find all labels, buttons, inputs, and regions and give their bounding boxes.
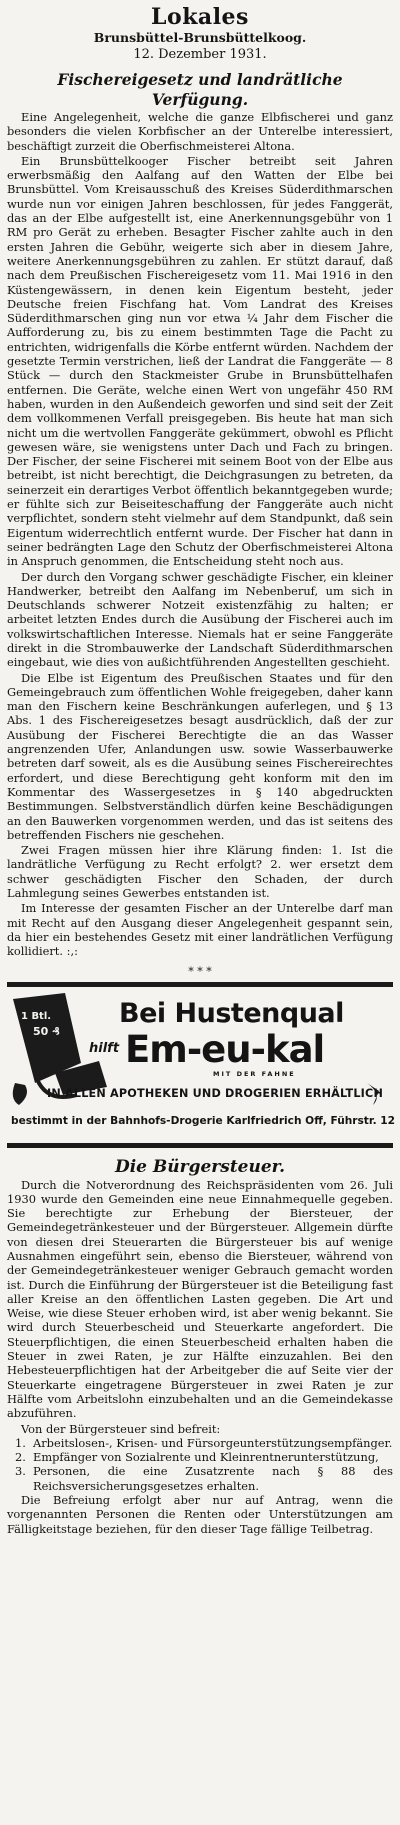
list-text: Empfänger von Sozialrente und Kleinrentnerunterstützung, xyxy=(33,1450,379,1465)
main-column xyxy=(7,0,396,1536)
article-body xyxy=(7,110,393,959)
article-paragraph: Von der Bürgersteuer sind befreit: xyxy=(21,1421,221,1436)
divider-rule xyxy=(7,1143,393,1148)
ad-stockist: bestimmt in der Bahnhofs-Drogerie Karlfriedrich Off, Führstr. 12 xyxy=(11,1114,396,1127)
list-number: 3. xyxy=(15,1464,26,1479)
article-paragraph: Zwei Fragen müssen hier ihre Klärung finden: 1. Ist die landrätliche Verfügung zu Recht erfolgt? 2. wer ersetzt dem schwer geschädigten Fischer den Schaden, der durch Lahmlegung seines Gewerbes entstanden ist. xyxy=(7,843,393,901)
ad-brand-sub: MIT DER FAHNE xyxy=(213,1069,296,1078)
exemption-list xyxy=(7,1436,393,1493)
list-text: Personen, die eine Zusatzrente nach § 88 des Reichsversicherungsgesetzes erhalten. xyxy=(33,1464,393,1493)
list-item xyxy=(7,1464,393,1493)
list-item xyxy=(7,1436,393,1450)
divider-rule xyxy=(7,982,393,987)
article-body xyxy=(7,1178,393,1536)
article-paragraph: Eine Angelegenheit, welche die ganze Elbfischerei und ganz besonders die vielen Korbfischer an der Unterelbe interessiert, beschäftigt zurzeit die Oberfischmeisterei Altona. xyxy=(7,110,393,153)
article-headline: Fischereigesetz und landrätliche Verfügung. xyxy=(57,70,343,109)
masthead xyxy=(7,4,393,64)
issue-date: 12. Dezember 1931. xyxy=(133,47,267,62)
article-paragraph: Im Interesse der gesamten Fischer an der Unterelbe darf man mit Recht auf den Ausgang dieser Angelegenheit gespannt sein, da hier ein bestehendes Gesetz mit einer landrätlichen Verfügung kollidiert. :,: xyxy=(7,901,393,959)
article-paragraph: Die Befreiung erfolgt aber nur auf Antrag, wenn die vorgenannten Personen die Renten oder Unterstützungen am Fälligkeitstage beziehen, für den dieser Tage fällige Teilbetrag. xyxy=(7,1493,393,1536)
section-title-lokales: Lokales xyxy=(151,4,249,30)
separator-stars: * * * xyxy=(188,964,212,978)
article-paragraph: Durch die Notverordnung des Reichspräsidenten vom 26. Juli 1930 wurde den Gemeinden eine neue Einnahmequelle gegeben. Sie berechtigte zur Erhebung der Biersteuer, der Gemeindegetränkesteuer und der Bürgersteuer. Allgemein dürfte von diesen drei Steuerarten die Bürgersteuer bis auf wenige Ausnahmen eingeführt sein, ebenso die Biersteuer, während von der Gemeindegetränkesteuer weniger Gebrauch gemacht worden ist. Durch die Einführung der Bürgersteuer ist die Beteiligung fast aller Kreise an den öffentlichen Lasten gegeben. Die Art und Weise, wie diese Steuer erhoben wird, ist aber wenig bekannt. Sie wird durch Steuerbescheid und Steuerkarte angefordert. Die Steuerpflichtigen, die einen Steuerbescheid erhalten haben die Steuer in zwei Raten, je zur Hälfte einzuzahlen. Bei den Hebesteuerpflichtigen hat der Arbeitgeber die auf Seite vier der Steuerkarte eingetragene Bürgersteuer in zwei Raten je zur Hälfte vom Arbeitslohn einzubehalten und an die Gemeindekasse abzuführen. xyxy=(7,1177,393,1421)
advertisement xyxy=(7,991,396,1139)
list-text: Arbeitslosen-, Krisen- und Fürsorgeunterstützungsempfänger. xyxy=(33,1435,393,1450)
article-headline: Die Bürgersteuer. xyxy=(114,1156,285,1177)
list-number: 2. xyxy=(15,1450,26,1465)
list-number: 1. xyxy=(15,1435,26,1450)
article-paragraph: Der durch den Vorgang schwer geschädigte Fischer, ein kleiner Handwerker, betreibt den Aalfang im Nebenberuf, um sich in Deutschlands schwerer Notzeit existenzfähig zu halten; er arbeitet letzten Endes durch die Ausübung der Fischerei auch im volkswirtschaftlichen Interesse. Niemals hat er seine Fanggeräte direkt in die Strombauwerke der Landschaft Süderdithmarschen eingebaut, wie dies von außichtführenden Angestellten geschieht. xyxy=(7,569,393,670)
article-paragraph: Ein Brunsbüttelkooger Fischer betreibt seit Jahren erwerbsmäßig den Aalfang auf den Watten der Elbe bei Brunsbüttel. Vom Kreisausschuß des Kreises Süderdithmarschen wurde nun vor einigen Jahren beschlossen, für jedes Fanggerät, das an der Elbe aufgestellt ist, eine Anerkennungsgebühr von 1 RM pro Gerät zu erheben. Besagter Fischer zahlte auch in den ersten Jahren die Gebühr, weigerte sich aber in diesem Jahre, weitere Anerkennungsgebühren zu zahlen. Er stützt darauf, daß nach dem Preußischen Fischereigesetz vom 11. Mai 1916 in den Küstengewässern, in denen kein Eigentum besteht, jeder Deutsche freien Fischfang hat. Vom Landrat des Kreises Süderdithmarschen ging nun vor etwa ¼ Jahr dem Fischer die Aufforderung zu, bis zu einem bestimmten Tage die Pacht zu entrichten, widrigenfalls die Körbe entfernt würden. Nachdem der gesetzte Termin verstrichen, ließ der Landrat die Fanggeräte — 8 Stück — durch den Stackmeister Grube in Brunsbüttelhafen entfernen. Die Geräte, welche einen Wert von ungefähr 450 RM haben, wurden in den Außendeich geworfen und sind seit der Zeit dem vollkommenen Verfall preisgegeben. Bis heute hat man sich nicht um die wertvollen Fanggeräte gekümmert, obwohl es Pflicht gewesen wäre, sie wenigstens unter Dach und Fach zu bringen. Der Fischer, der seine Fischerei mit seinem Boot von der Elbe aus betreibt, ist nicht berechtigt, die Deichgrasungen zu betreten, da seinerzeit ein derartiges Verbot öffentlich bekanntgegeben wurde; er fühlte sich zur Beiseiteschaffung der Fanggeräte auch nicht verpflichtet, sondern steht vielmehr auf dem Standpunkt, daß sein Eigentum widerrechtlich entfernt wurde. Der Fischer hat dann in seiner bedrängten Lage den Schutz der Oberfischmeisterei Altona in Anspruch genommen, die Entscheidung steht noch aus. xyxy=(7,153,393,569)
price-amount: 50 ₰ xyxy=(33,1024,60,1038)
ad-availability: IN ALLEN APOTHEKEN UND DROGERIEN ERHÄLTLICH xyxy=(47,1086,384,1100)
ad-hilft: hilft xyxy=(89,1040,120,1056)
location-subtitle: Brunsbüttel-Brunsbüttelkoog. xyxy=(93,30,307,45)
list-item xyxy=(7,1450,393,1464)
price-bag-label: 1 Btl. xyxy=(21,1010,52,1022)
ad-headline: Bei Hustenqual xyxy=(119,997,344,1029)
article-paragraph: Die Elbe ist Eigentum des Preußischen Staates und für den Gemeingebrauch zum öffentlichen Wohle freigegeben, daher kann man den Fischern keine Beschränkungen auferlegen, und § 13 Abs. 1 des Fischereigesetzes besagt ausdrücklich, daß der zur Ausübung der Fischerei Berechtigte die an das Wasser angrenzenden Ufer, Anlandungen usw. sowie Wasserbauwerke betreten darf soweit, als es die Ausübung seines Fischereirechtes erfordert, und diese Berechtigung geht konform mit den im Kommentar des Wassergesetzes in § 140 abgedruckten Bestimmungen. Selbstverständlich dürfen keine Beschädigungen an den Bauwerken vorgenommen werden, und das ist seitens des betreffenden Fischers nie geschehen. xyxy=(7,670,393,842)
ad-brand-name: Em-eu-kal xyxy=(125,1027,325,1071)
